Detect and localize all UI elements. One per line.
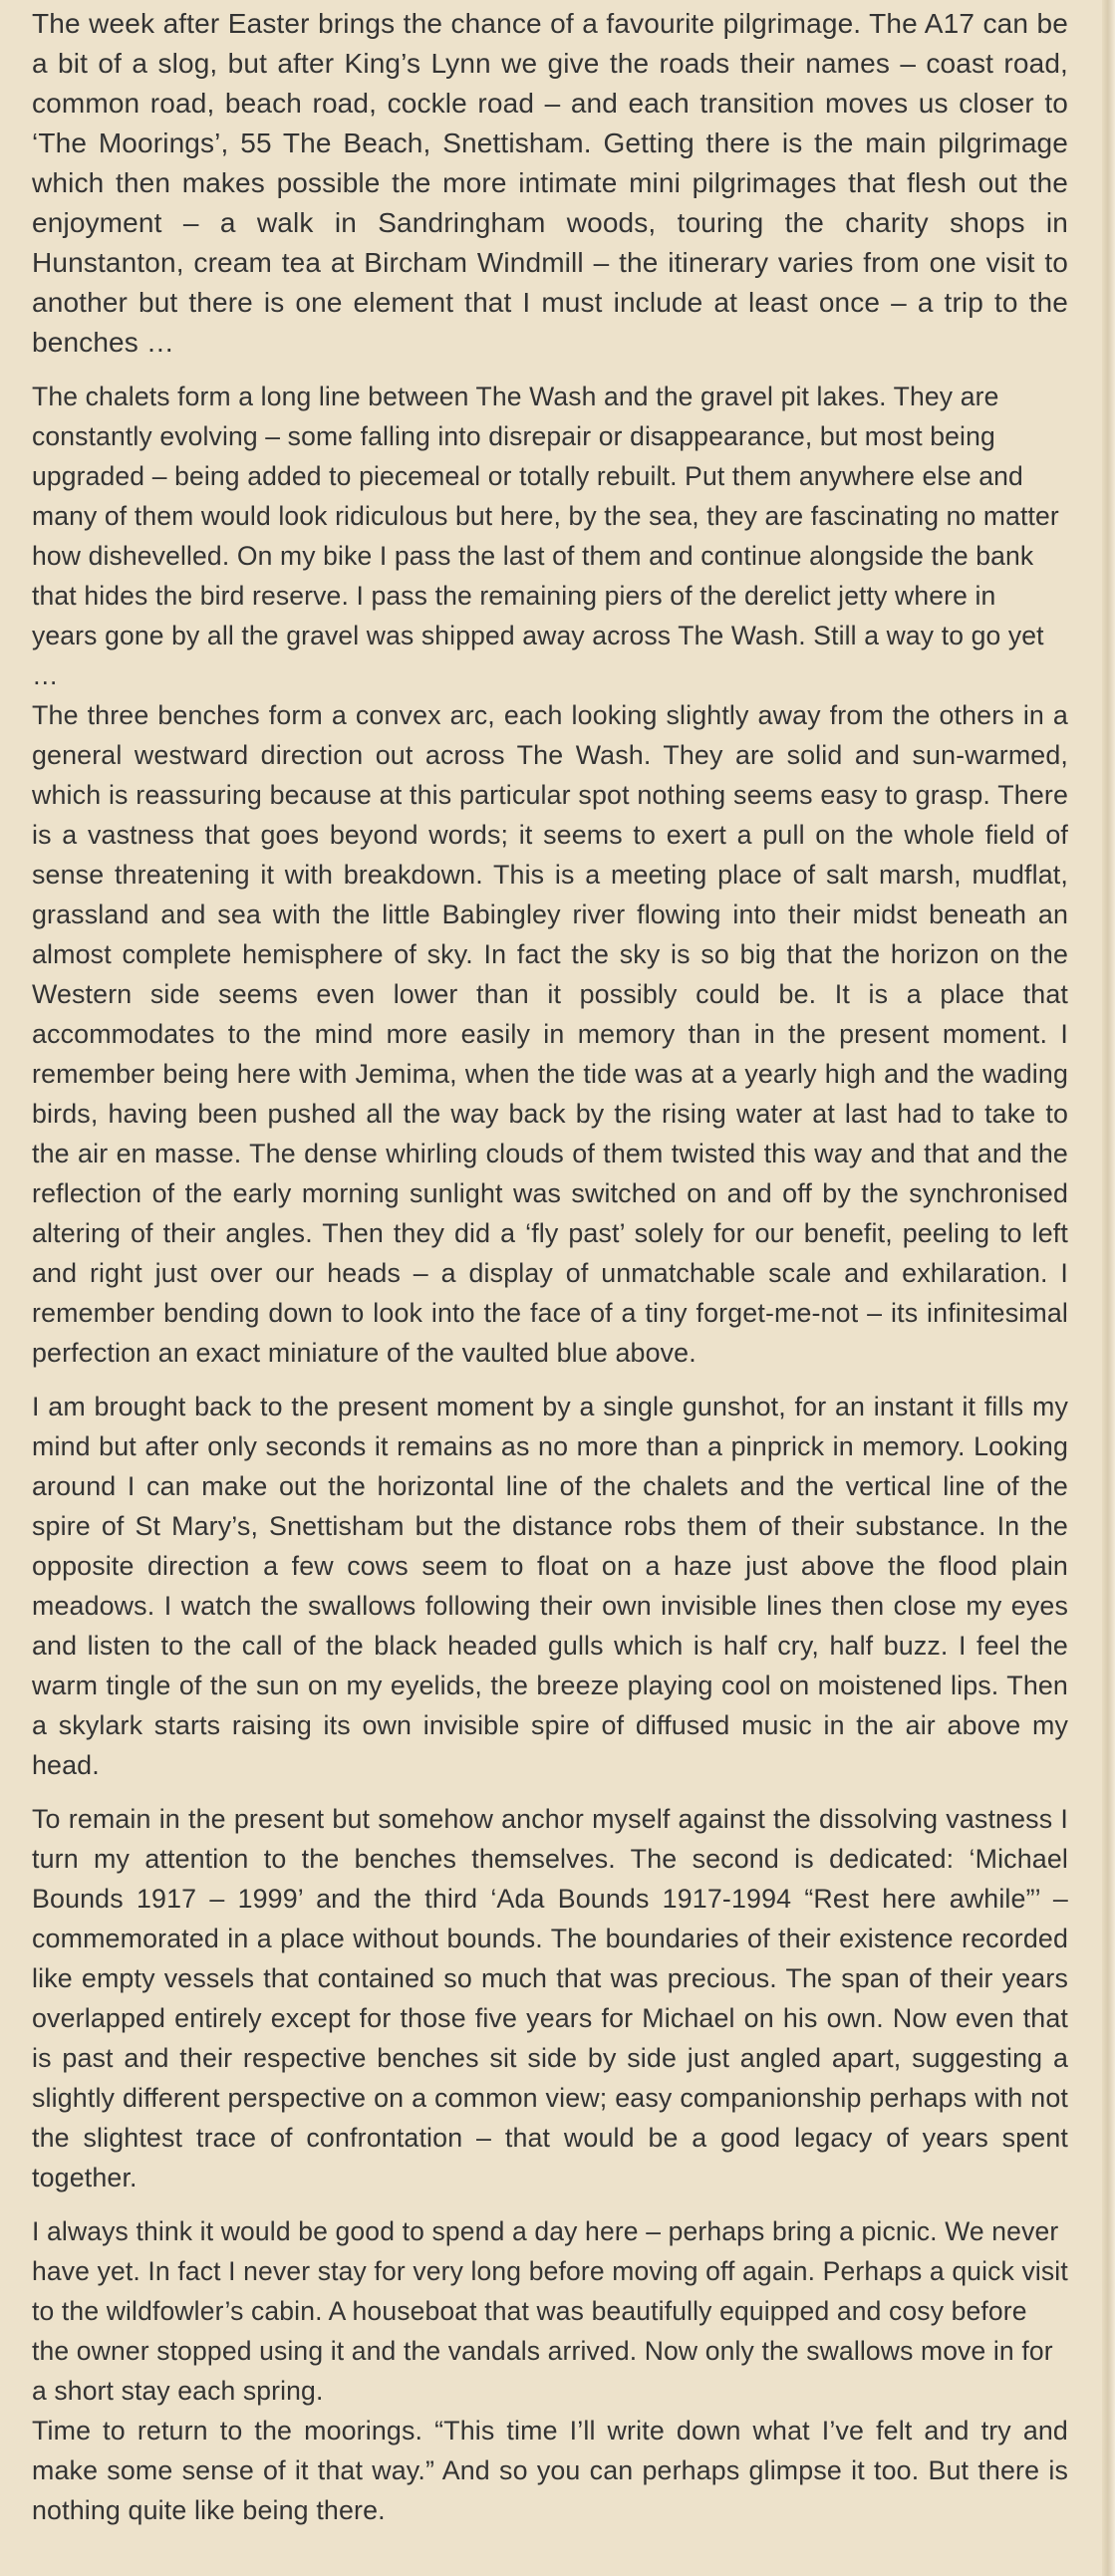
- paragraph-picnic: I always think it would be good to spend a day here – perhaps bring a picnic. We never have yet. In fact I never stay for very long before moving off again. Perhaps a quick visit to the wildfowler’s cabin. A houseboat that was beautifully equipped and cosy before the owner stopped using it and the vandals arrived. Now only the swallows move in for a short stay each spring.: [32, 2216, 1068, 2406]
- paragraph-present-moment: I am brought back to the present moment by a single gunshot, for an instant it fills my mind but after only seconds it remains as no more than a pinprick in memory. Looking around I can make out the horizontal line of the chalets and the vertical line of the spire of St Mary’s, Snettisham but the distance robs them of their substance. In the opposite direction a few cows seem to float on a haze just above the flood plain meadows. I watch the swallows following their own invisible lines then close my eyes and listen to the call of the black headed gulls which is half cry, half buzz. I feel the warm tingle of the sun on my eyelids, the breeze playing cool on moistened lips. Then a skylark starts raising its own invisible spire of diffused music in the air above my head.: [32, 1392, 1068, 1780]
- paragraph-chalets: The chalets form a long line between The Wash and the gravel pit lakes. They are constantly evolving – some falling into disrepair or disappearance, but most being upgraded – being added to piecemeal or totally rebuilt. Put them anywhere else and many of them would look ridiculous but here, by the sea, they are fascinating no matter how dishevelled. On my bike I pass the last of them and continue alongside the bank that hides the bird reserve. I pass the remaining piers of the derelict jetty where in years gone by all the gravel was shipped away across The Wash. Still a way to go yet …: [32, 382, 1059, 690]
- paragraph-dedication: To remain in the present but somehow anchor myself against the dissolving vastness I turn my attention to the benches themselves. The second is dedicated: ‘Michael Bounds 1917 – 1999’ and the third ‘Ada Bounds 1917-1994 “Rest here awhile”’ – commemorated in a place without bounds. The boundaries of their existence recorded like empty vessels that contained so much that was precious. The span of their years overlapped entirely except for those five years for Michael on his own. Now even that is past and their respective benches sit side by side just angled apart, suggesting a slightly different perspective on a common view; easy companionship perhaps with not the slightest trace of confrontation – that would be a good legacy of years spent together.: [32, 1804, 1068, 2192]
- article-body: [32, 4, 1068, 2530]
- paragraph-return: Time to return to the moorings. “This time I’ll write down what I’ve felt and try and make some sense of it that way.” And so you can perhaps glimpse it too. But there is nothing quite like being there.: [32, 2416, 1068, 2525]
- paragraph-benches: The three benches form a convex arc, each looking slightly away from the others in a general westward direction out across The Wash. They are solid and sun-warmed, which is reassuring because at this particular spot nothing seems easy to grasp. There is a vastness that goes beyond words; it seems to exert a pull on the whole field of sense threatening it with breakdown. This is a meeting place of salt marsh, mudflat, grassland and sea with the little Babingley river flowing into their midst beneath an almost complete hemisphere of sky. In fact the sky is so big that the horizon on the Western side seems even lower than it possibly could be. It is a place that accommodates to the mind more easily in memory than in the present moment. I remember being here with Jemima, when the tide was at a yearly high and the wading birds, having been pushed all the way back by the rising water at last had to take to the air en masse. The dense whirling clouds of them twisted this way and that and the reflection of the early morning sunlight was switched on and off by the synchronised altering of their angles. Then they did a ‘fly past’ solely for our benefit, peeling to left and right just over our heads – a display of unmatchable scale and exhilaration. I remember bending down to look into the face of a tiny forget-me-not – its infinitesimal perfection an exact miniature of the vaulted blue above.: [32, 700, 1068, 1368]
- paragraph-pilgrimage: The week after Easter brings the chance of a favourite pilgrimage. The A17 can be a bit of a slog, but after King’s Lynn we give the roads their names – coast road, common road, beach road, cockle road – and each transition moves us closer to ‘The Moorings’, 55 The Beach, Snettisham. Getting there is the main pilgrimage which then makes possible the more intimate mini pilgrimages that flesh out the enjoyment – a walk in Sandringham woods, touring the charity shops in Hunstanton, cream tea at Bircham Windmill – the itinerary varies from one visit to another but there is one element that I must include at least once – a trip to the benches …: [32, 8, 1068, 358]
- page-edge-shadow: [1102, 0, 1115, 2576]
